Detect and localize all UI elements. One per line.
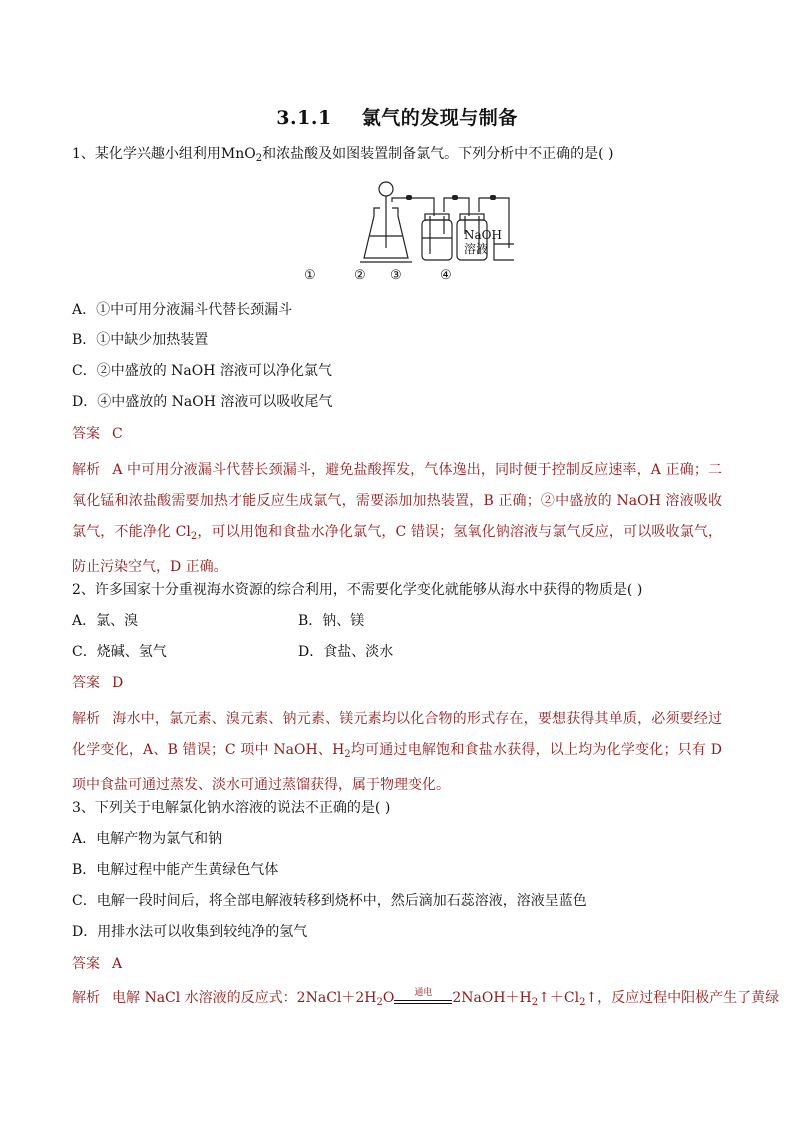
q2-option-b: B．钠、镁 [298,613,365,629]
q2-options-row-1 [72,611,722,631]
flask-mark-1: ① [304,268,316,283]
q3-option-b: B．电解过程中能产生黄绿色气体 [72,862,279,878]
bottle-mark-3: ③ [390,268,402,283]
q3-answer: 答案 A [72,956,123,972]
q2-option-a: A．氯、溴 [72,613,139,629]
q2-analysis: 解析 海水中，氯元素、溴元素、钠元素、镁元素均以化合物的形式存在，要想获得其单质，必须要经过化学变化，A、B 错误；C 项中 NaOH、$H_2$均可通过电解饱和食盐水获得，以上均为化学变化；只有 D 项中食盐可通过蒸发、淡水可通过蒸馏获得，属于物理变化。 [72,711,723,793]
q2-answer: 答案 D [72,675,124,691]
q3-analysis: 解析 电解 NaCl 水溶液的反应式：$2NaCl+2H_2O$ 通电 $2NaOH+H_2↑+Cl_2↑$，反应过程中阳极产生了黄绿 [72,988,780,1008]
page-title [72,103,722,130]
q1-option-b: B．①中缺少加热装置 [72,332,209,348]
section-number: 3.1.1 [276,107,332,129]
naoh-label: NaOH 溶液 [464,228,502,256]
question-1-stem: 1、某化学兴趣小组利用MnO$_2$和浓盐酸及如图装置制备氯气。下列分析中不正确的是( ) [72,146,614,164]
question-2-stem: 2、许多国家十分重视海水资源的综合利用，不需要化学变化就能够从海水中获得的物质是( ) [72,582,643,598]
q2-options-row-2 [72,642,722,662]
bottle-mark-2: ② [354,268,366,283]
section-title: 氯气的发现与制备 [361,107,518,129]
beaker-mark-4: ④ [440,268,452,283]
q1-answer: 答案 C [72,426,123,442]
q1-option-c: C．②中盛放的 NaOH 溶液可以净化氯气 [72,363,332,379]
q3-option-d: D．用排水法可以收集到较纯净的氢气 [72,924,308,940]
q1-option-d: D．④中盛放的 NaOH 溶液可以吸收尾气 [72,394,333,410]
q3-option-c: C．电解一段时间后，将全部电解液转移到烧杯中，然后滴加石蕊溶液，溶液呈蓝色 [72,893,587,909]
q2-option-c: C．烧碱、氢气 [72,644,167,660]
q3-option-a: A．电解产物为氯气和钠 [72,831,223,847]
q1-analysis: 解析 A 中可用分液漏斗代替长颈漏斗，避免盐酸挥发，气体逸出，同时便于控制反应速率，A 正确；二氧化锰和浓盐酸需要加热才能反应生成氯气，需要添加加热装置，B 正确；②中盛放的 NaOH 溶液吸收氯气，不能净化 $Cl_2$，可以用饱和食盐水净化氯气，C 错误；氢氧化钠溶液与氯气反应，可以吸收氯气，防止污染空气，D 正确。 [72,462,722,575]
question-3-stem: 3、下列关于电解氯化钠水溶液的说法不正确的是( ) [72,800,391,816]
q1-option-a: A．①中可用分液漏斗代替长颈漏斗 [72,302,293,318]
q2-option-d: D．食盐、淡水 [298,644,394,660]
reaction-arrow: 通电 [394,991,452,1005]
